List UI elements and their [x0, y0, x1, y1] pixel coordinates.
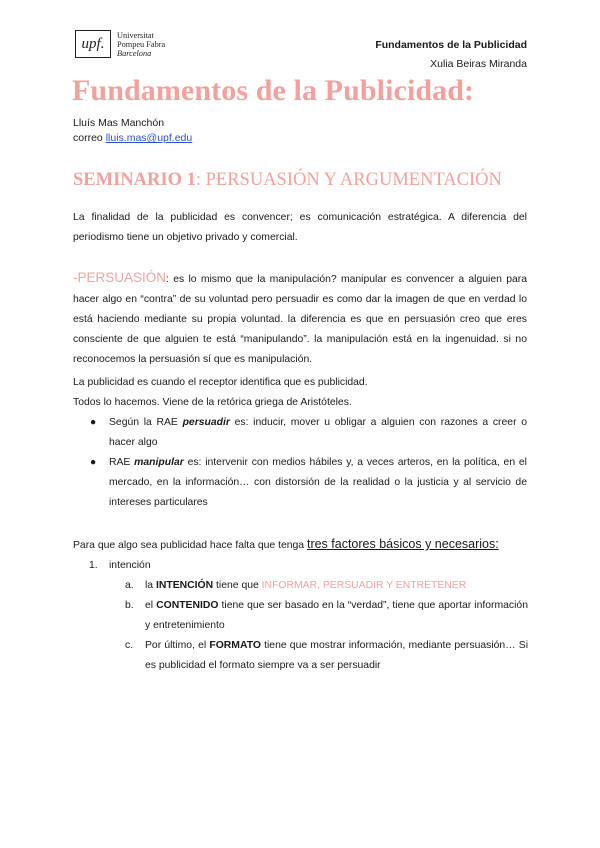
document-title: Fundamentos de la Publicidad: [72, 74, 475, 107]
bullet-pre: Según la RAE [109, 417, 183, 428]
header-author: Xulia Beiras Miranda [430, 58, 527, 70]
bullet-term: manipular [134, 457, 184, 468]
intro-paragraph: La finalidad de la publicidad es convencer; es comunicación estratégica. A diferencia del periodismo tiene un objetivo privado y comercial. [73, 212, 527, 243]
bullet-pre: RAE [109, 457, 135, 468]
bullet-post: es: intervenir con medios hábiles y, a veces arteros, en la política, en el mercado, en la información… con distorsión de la realidad o la justicia y al servicio de intereses particulares [109, 457, 527, 508]
seminar-lead: SEMINARIO 1 [73, 170, 196, 190]
university-logo [75, 30, 165, 58]
sublist-bold: INTENCIÓN [155, 580, 214, 591]
sublist-highlight: INFORMAR, PERSUADIR Y ENTRETENER [261, 580, 467, 591]
sublist-mid: tiene que mostrar información, mediante persuasión… Si es publicidad el formato siempre va a ser persuadir [145, 640, 528, 671]
sublist-bold: FORMATO [209, 640, 261, 651]
bullet-term: persuadir [182, 417, 230, 428]
sublist-body [145, 636, 528, 676]
teacher-name: Lluís Mas Manchón [73, 117, 165, 129]
factors-pre: Para que algo sea publicidad hace falta que tenga [73, 540, 307, 551]
author-info [73, 116, 192, 146]
sublist-body [145, 576, 528, 596]
page-header [375, 36, 527, 74]
sublist-pre: Por último, el [145, 640, 210, 651]
persuasion-term: PERSUASIÓN [77, 270, 167, 285]
factors-intro [73, 534, 499, 556]
sublist-mid: tiene que ser basado en la “verdad”, tiene que aportar información y entretenimiento [145, 600, 528, 631]
email-link[interactable]: lluis.mas@upf.edu [105, 132, 193, 144]
persuasion-paragraph [73, 268, 527, 370]
advertising-definition: La publicidad es cuando el receptor identifica que es publicidad. [73, 377, 368, 388]
sublist-pre: el [145, 600, 157, 611]
bullet-icon: ● [90, 457, 97, 468]
rhetoric-origin: Todos lo hacemos. Viene de la retórica griega de Aristóteles. [73, 397, 352, 408]
persuasion-dash: - [73, 270, 78, 285]
logo-line-1: Universitat [117, 30, 154, 40]
logo-text [117, 31, 165, 58]
persuasion-text: : es lo mismo que la manipulación? manipular es convencer a alguien para hacer algo en “contra” de su voluntad pero persuadir es como dar la imagen de que en verdad lo está haciendo mediante su propia voluntad. la diferencia es que en persuasión creo que eres consciente de que alguien te está “manipulando”. la manipulación está en la ingenuidad. si no reconocemos la persuasión sí que es manipulación. [73, 274, 527, 365]
list-item [73, 453, 527, 513]
seminar-heading [73, 170, 502, 191]
factors-emphasis: tres factores básicos y necesarios: [306, 537, 499, 551]
logo-line-2: Pompeu Fabra [117, 39, 166, 49]
sublist-pre: la [145, 580, 156, 591]
list-item [73, 413, 527, 453]
logo-line-3: Barcelona [117, 48, 152, 58]
email-line [73, 131, 192, 146]
sublist-letter: c. [125, 640, 134, 651]
list-number: 1. [89, 560, 98, 571]
list-label: intención [109, 560, 151, 571]
sublist-bold: CONTENIDO [156, 600, 219, 611]
header-course: Fundamentos de la Publicidad [375, 39, 527, 51]
definitions-list [73, 413, 527, 513]
email-label: correo [73, 132, 103, 144]
sublist-letter: b. [125, 600, 134, 611]
bullet-post: es: inducir, mover u obligar a alguien con razones a creer o hacer algo [109, 417, 527, 448]
bullet-icon: ● [90, 417, 97, 428]
upf-logo-mark: upf. [75, 30, 111, 58]
sublist-body [145, 596, 528, 636]
sublist-mid: tiene que [213, 580, 262, 591]
sublist-letter: a. [125, 580, 134, 591]
seminar-rest: : PERSUASIÓN Y ARGUMENTACIÓN [195, 170, 502, 190]
